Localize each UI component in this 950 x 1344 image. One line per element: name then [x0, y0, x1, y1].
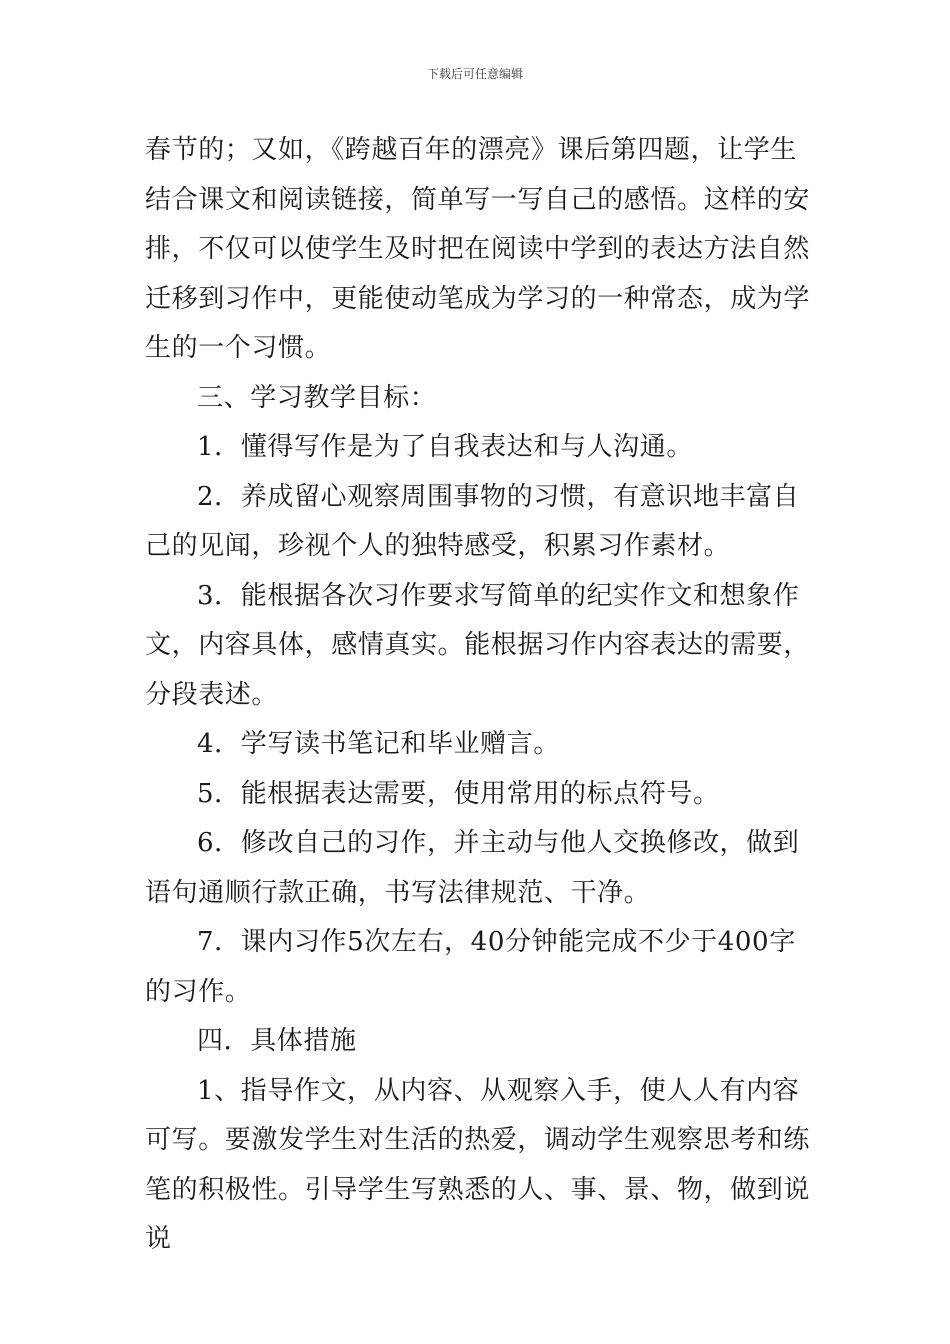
goal-item-2: 2．养成留心观察周围事物的习惯，有意识地丰富自己的见闻，珍视个人的独特感受，积累习作素材。 [145, 481, 800, 561]
goal-item-6: 6．修改自己的习作，并主动与他人交换修改，做到语句通顺行款正确，书写法律规范、干净。 [145, 828, 800, 908]
section-heading-goals: 三、学习教学目标： [197, 382, 437, 413]
goal-item-4: 4．学写读书笔记和毕业赠言。 [197, 729, 560, 759]
paragraph-continuation: 春节的；又如，《跨越百年的漂亮》课后第四题，让学生结合课文和阅读链接，简单写一写自己的感悟。这样的安排，不仅可以使学生及时把在阅读中学到的表达方法自然迁移到习作中，更能使动笔成为学习的一种常态，成为学生的一个习惯。 [145, 135, 811, 363]
document-body [145, 126, 810, 1265]
goal-item-3: 3．能根据各次习作要求写简单的纪实作文和想象作文，内容具体，感情真实。能根据习作内容表达的需要，分段表述。 [145, 580, 811, 710]
section-heading-measures: 四．具体措施 [197, 1026, 357, 1056]
page-header: 下载后可任意编辑 [426, 67, 523, 81]
goal-item-1: 1．懂得写作是为了自我表达和与人沟通。 [197, 432, 693, 462]
goal-item-7: 7．课内习作5次左右，40分钟能完成不少于400字的习作。 [145, 927, 796, 1007]
measure-item-1: 1、指导作文，从内容、从观察入手，使人人有内容可写。要激发学生对生活的热爱，调动学生观察思考和练笔的积极性。引导学生写熟悉的人、事、景、物，做到说说 [145, 1075, 811, 1254]
goal-item-5: 5．能根据表达需要，使用常用的标点符号。 [197, 778, 720, 809]
